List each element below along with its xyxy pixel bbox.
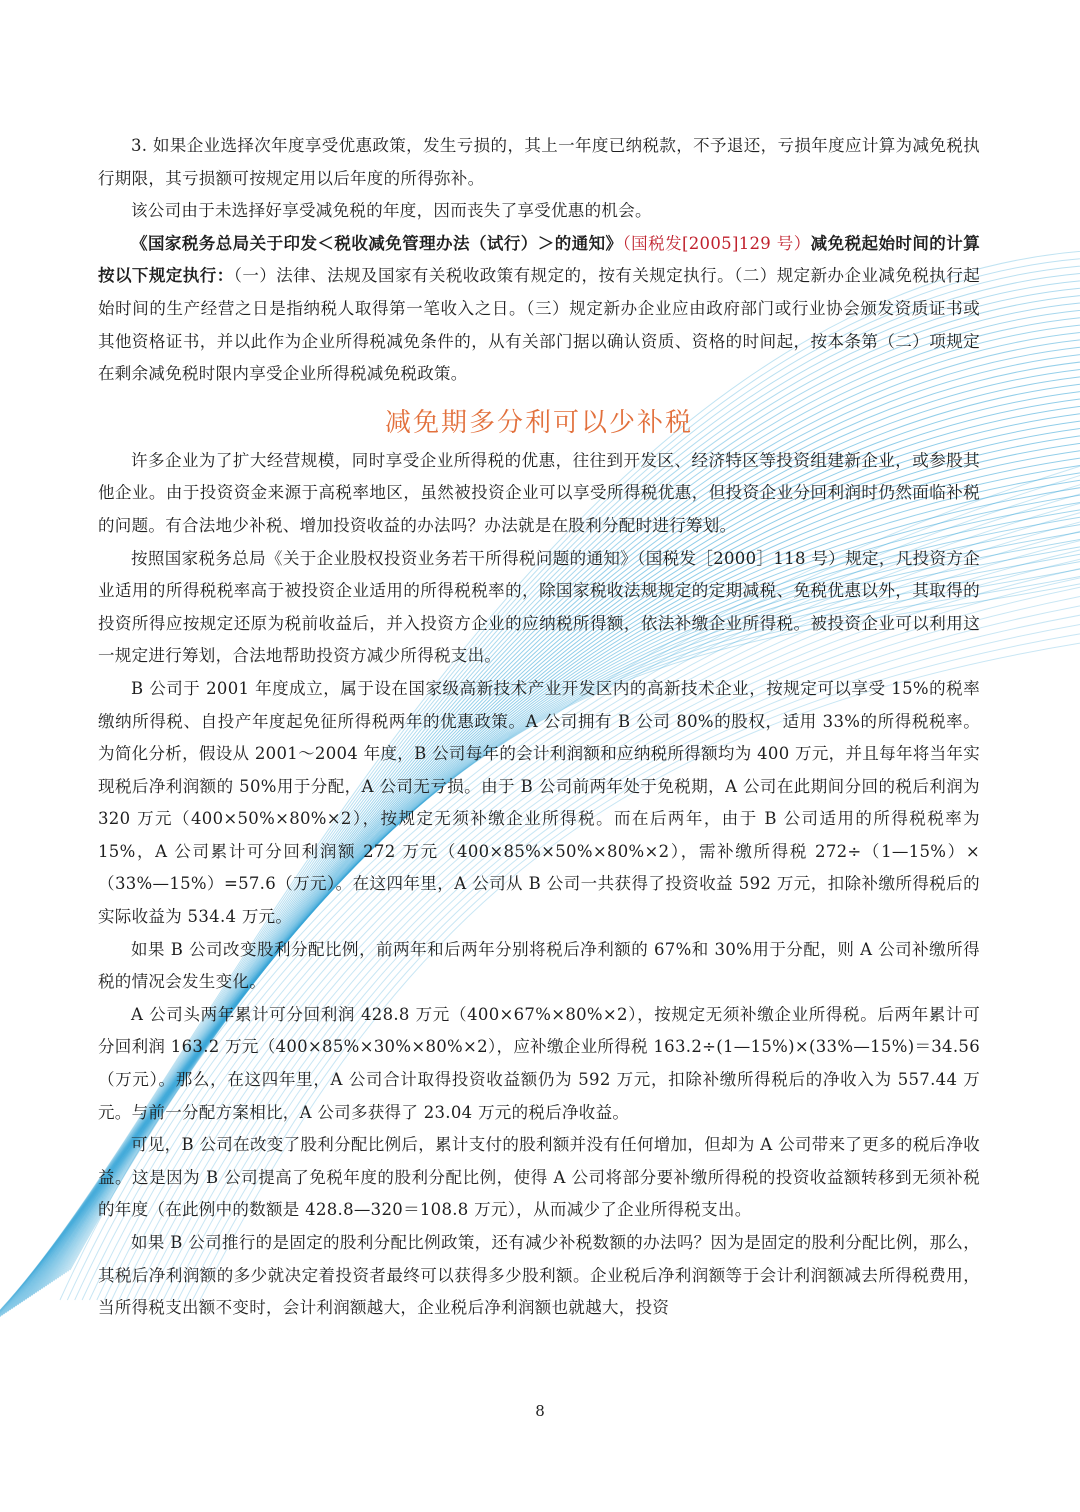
paragraph-example-b-company: B 公司于 2001 年度成立，属于设在国家级高新技术产业开发区内的高新技术企业，按规定可以享受 15%的税率缴纳所得税、自投产年度起免征所得税两年的优惠政策。A 公司拥有 B 公司 80%的股权，适用 33%的所得税税率。为简化分析，假设从 2001～2004 年度，B 公司每年的会计利润额和应纳税所得额均为 400 万元，并且每年将当年实现税后净利润额的 50%用于分配，A 公司无亏损。由于 B 公司前两年处于免税期，A 公司在此期间分回的税后利润为 320 万元（400×50%×80%×2），按规定无须补缴企业所得税。而在后两年，由于 B 公司适用的所得税税率为 15%，A 公司累计可分回利润额 272 万元（400×85%×50%×80%×2），需补缴所得税 272÷（1—15%）×（33%—15%）=57.6（万元）。在这四年里，A 公司从 B 公司一共获得了投资收益 592 万元，扣除补缴所得税后的实际收益为 534.4 万元。 xyxy=(98,678,980,927)
paragraph-loss-rule: 3. 如果企业选择次年度享受优惠政策，发生亏损的，其上一年度已纳税款，不予退还，亏损年度应计算为减免税执行期限，其亏损额可按规定用以后年度的所得弥补。 xyxy=(98,136,980,188)
regulation-title: 《国家税务总局关于印发＜税收减免管理办法（试行）＞的通知》 xyxy=(131,233,623,253)
regulation-clauses: （一）法律、法规及国家有关税收政策有规定的，按有关规定执行。（二）规定新办企业减免税执行起始时间的生产经营之日是指纳税人取得第一笔收入之日。（三）规定新办企业应由政府部门或行业协会颁发资质证书或其他资格证书，并以此作为企业所得税减免条件的，从有关部门据以确认资质、资格的时间起，按本条第（二）项规定在剩余减免税时限内享受企业所得税减免税政策。 xyxy=(98,266,981,384)
paragraph-missed-opportunity: 该公司由于未选择好享受减免税的年度，因而丧失了享受优惠的机会。 xyxy=(131,201,652,221)
page-body xyxy=(98,130,980,1325)
paragraph-regulation xyxy=(98,228,980,391)
paragraph-fixed-ratio: 如果 B 公司推行的是固定的股利分配比例政策，还有减少补税数额的办法吗？因为是固定的股利分配比例，那么，其税后净利润额的多少就决定着投资者最终可以获得多少股利额。企业税后净利润额等于会计利润额减去所得税费用，当所得税支出额不变时，会计利润额越大，企业税后净利润额也就越大，投资 xyxy=(98,1233,980,1318)
paragraph-conclusion: 可见，B 公司在改变了股利分配比例后，累计支付的股利额并没有任何增加，但却为 A 公司带来了更多的税后净收益。这是因为 B 公司提高了免税年度的股利分配比例，使得 A 公司将部分要补缴所得税的投资收益额转移到无须补税的年度（在此例中的数额是 428.8—320＝108.8 万元），从而减少了企业所得税支出。 xyxy=(98,1135,980,1220)
regulation-citation: （国税发[2005]129 号） xyxy=(622,233,811,253)
page-number: 8 xyxy=(535,1402,545,1420)
paragraph-ratio-change: 如果 B 公司改变股利分配比例，前两年和后两年分别将税后净利额的 67%和 30%用于分配，则 A 公司补缴所得税的情况会发生变化。 xyxy=(98,939,980,992)
paragraph-new-calculation: A 公司头两年累计可分回利润 428.8 万元（400×67%×80%×2），按规定无须补缴企业所得税。后两年累计可分回利润 163.2 万元（400×85%×30%×80%×2），应补缴企业所得税 163.2÷(1—15%)×(33%—15%)＝34.56（万元）。那么，在这四年里，A 公司合计取得投资收益额仍为 592 万元，扣除补缴所得税后的净收入为 557.44 万元。与前一分配方案相比，A 公司多获得了 23.04 万元的税后净收益。 xyxy=(98,1004,980,1122)
section-title: 减免期多分利可以少补税 xyxy=(384,407,693,438)
paragraph-intro: 许多企业为了扩大经营规模，同时享受企业所得税的优惠，往往到开发区、经济特区等投资组建新企业，或参股其他企业。由于投资资金来源于高税率地区，虽然被投资企业可以享受所得税优惠，但投资企业分回利润时仍然面临补税的问题。有合法地少补税、增加投资收益的办法吗？办法就是在股利分配时进行筹划。 xyxy=(98,450,980,535)
regulation-lead: 减免税起始时间的计算按以下规定执行： xyxy=(98,233,980,286)
paragraph-policy: 按照国家税务总局《关于企业股权投资业务若干所得税问题的通知》（国税发［2000］118 号）规定，凡投资方企业适用的所得税税率高于被投资企业适用的所得税税率的，除国家税收法规规定的定期减税、免税优惠以外，其取得的投资所得应按规定还原为税前收益后，并入投资方企业的应纳税所得额，依法补缴企业所得税。被投资企业可以利用这一规定进行筹划，合法地帮助投资方减少所得税支出。 xyxy=(98,548,980,666)
